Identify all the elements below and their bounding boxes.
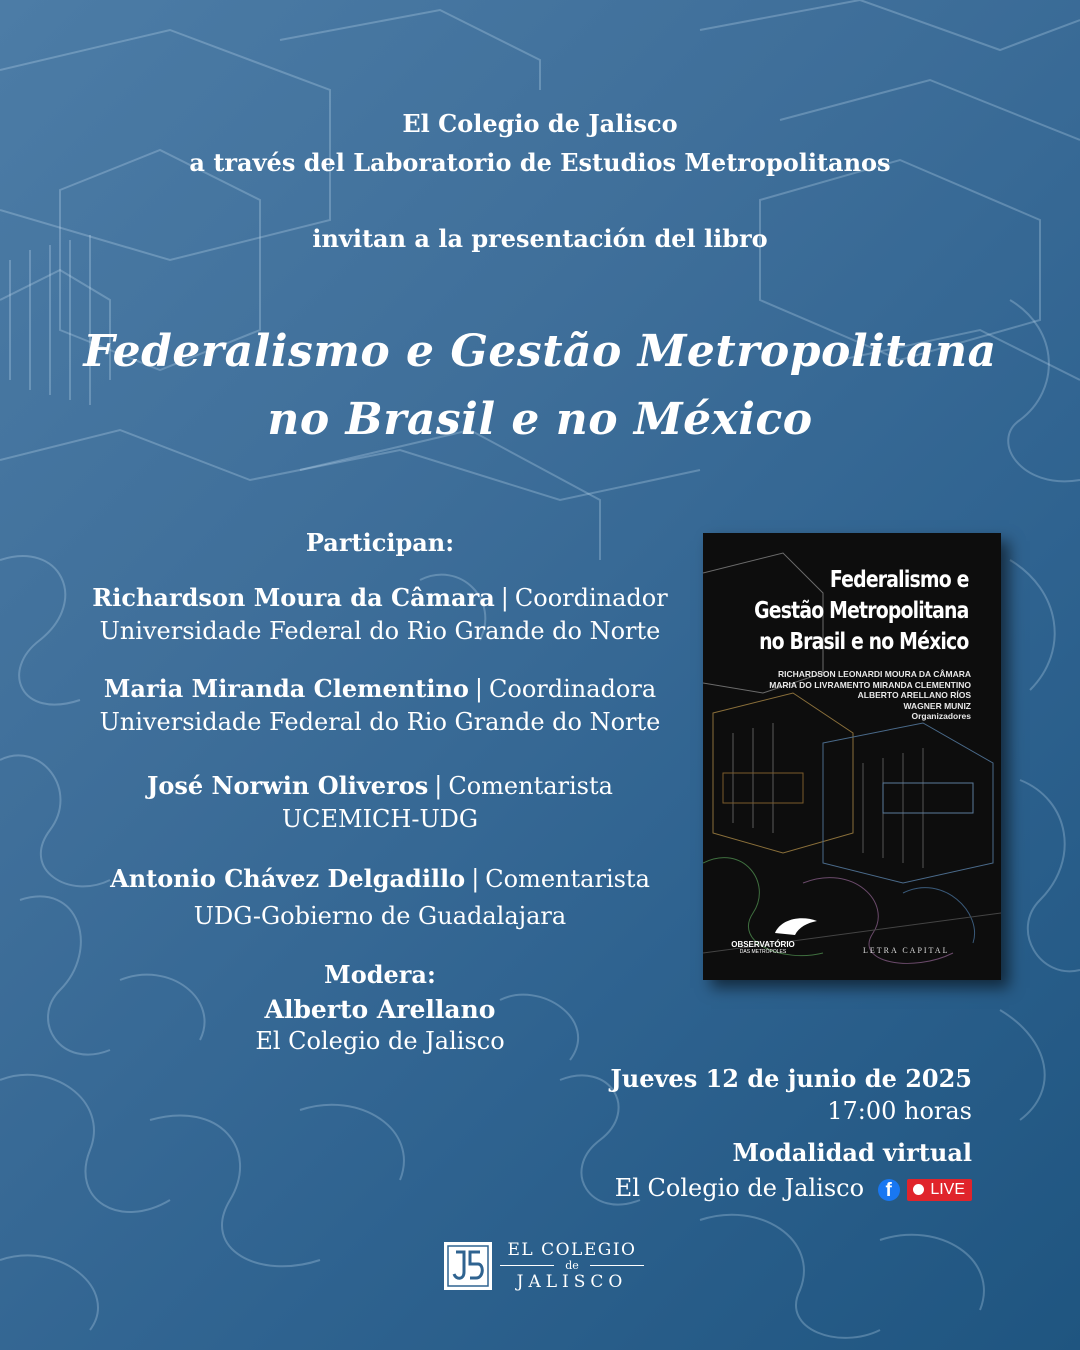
cover-organizers-label: Organizadores (911, 711, 971, 721)
moderator-heading: Modera: (324, 960, 436, 989)
observatorio-logo (731, 913, 823, 955)
moderator-block (40, 957, 720, 1056)
cover-author: RICHARDSON LEONARDI MOURA DA CÂMARA (778, 669, 971, 679)
cover-author: ALBERTO ARELLANO RÍOS (857, 690, 971, 700)
cover-title-line: no Brasil e no México (759, 629, 969, 655)
participant-name: Antonio Chávez Delgadillo (110, 864, 466, 893)
participants-heading: Participan: (305, 528, 455, 557)
participant: José Norwin Oliveros | Comentarista UCEMICH-UDG (40, 769, 720, 836)
cover-publisher-left: OBSERVATÓRIO (731, 940, 795, 949)
cover-author: WAGNER MUNIZ (903, 700, 971, 711)
participant: Antonio Chávez Delgadillo | Comentarista UDG-Gobierno de Guadalajara (40, 862, 720, 933)
bird-icon (771, 913, 821, 937)
logo-line2-wrap (500, 1260, 644, 1271)
participant: Richardson Moura da Câmara | Coordinador Universidade Federal do Rio Grande do Norte (40, 581, 720, 648)
colegio-emblem-icon (444, 1242, 492, 1290)
participant-affiliation: UDG-Gobierno de Guadalajara (193, 902, 567, 930)
colegio-logo (444, 1240, 644, 1292)
invitation-text: invitan a la presentación del libro (312, 224, 768, 253)
participant-name: Richardson Moura da Câmara (92, 583, 495, 612)
organizer-name: El Colegio de Jalisco (402, 109, 678, 138)
event-details (610, 1063, 972, 1204)
live-badge[interactable] (907, 1179, 972, 1201)
participant-role: Coordinadora (489, 675, 657, 703)
organizer-lab: a través del Laboratorio de Estudios Metropolitanos (189, 148, 891, 177)
live-dot-icon (913, 1184, 924, 1195)
facebook-icon[interactable]: f (878, 1179, 900, 1201)
book-title-line2: no Brasil e no México (267, 394, 813, 445)
participant-affiliation: Universidade Federal do Rio Grande do Norte (99, 708, 661, 736)
cover-title-line: Federalismo e (830, 567, 969, 593)
header-block (0, 104, 1080, 258)
participant-role: Comentarista (448, 772, 613, 800)
logo-text (500, 1240, 644, 1293)
event-date: Jueves 12 de junio de 2025 (610, 1064, 972, 1093)
logo-line2: de (565, 1259, 579, 1272)
participant-role: Comentarista (485, 865, 650, 893)
cover-authors (769, 669, 971, 722)
participant-affiliation: Universidade Federal do Rio Grande do Norte (99, 617, 661, 645)
moderator-affiliation: El Colegio de Jalisco (255, 1027, 505, 1055)
participant-affiliation: UCEMICH-UDG (281, 805, 479, 833)
participant-name: José Norwin Oliveros (147, 771, 429, 800)
event-time: 17:00 horas (827, 1097, 972, 1125)
logo-line1: EL COLEGIO (507, 1240, 637, 1260)
cover-publisher-left-sub: DAS METRÓPOLES (739, 949, 787, 955)
cover-title-line: Gestão Metropolitana (754, 598, 969, 624)
book-cover-image (703, 533, 1001, 980)
cover-publisher-right: LETRA CAPITAL (863, 946, 950, 955)
participants-list (40, 581, 720, 957)
event-channel: El Colegio de Jalisco (614, 1174, 865, 1202)
participant-name: Maria Miranda Clementino (103, 674, 469, 703)
event-channel-row (610, 1172, 972, 1204)
participant: Maria Miranda Clementino | Coordinadora Universidade Federal do Rio Grande do Norte (40, 672, 720, 739)
logo-line3: JALISCO (516, 1272, 628, 1292)
book-title-line1: Federalismo e Gestão Metropolitana (83, 326, 997, 377)
book-title (0, 318, 1080, 454)
cover-title (755, 565, 969, 658)
live-label: LIVE (930, 1180, 965, 1198)
participant-role: Coordinador (514, 584, 668, 612)
event-mode: Modalidad virtual (732, 1138, 972, 1167)
cover-author: MARIA DO LIVRAMENTO MIRANDA CLEMENTINO (769, 679, 971, 690)
moderator-name: Alberto Arellano (264, 995, 496, 1024)
